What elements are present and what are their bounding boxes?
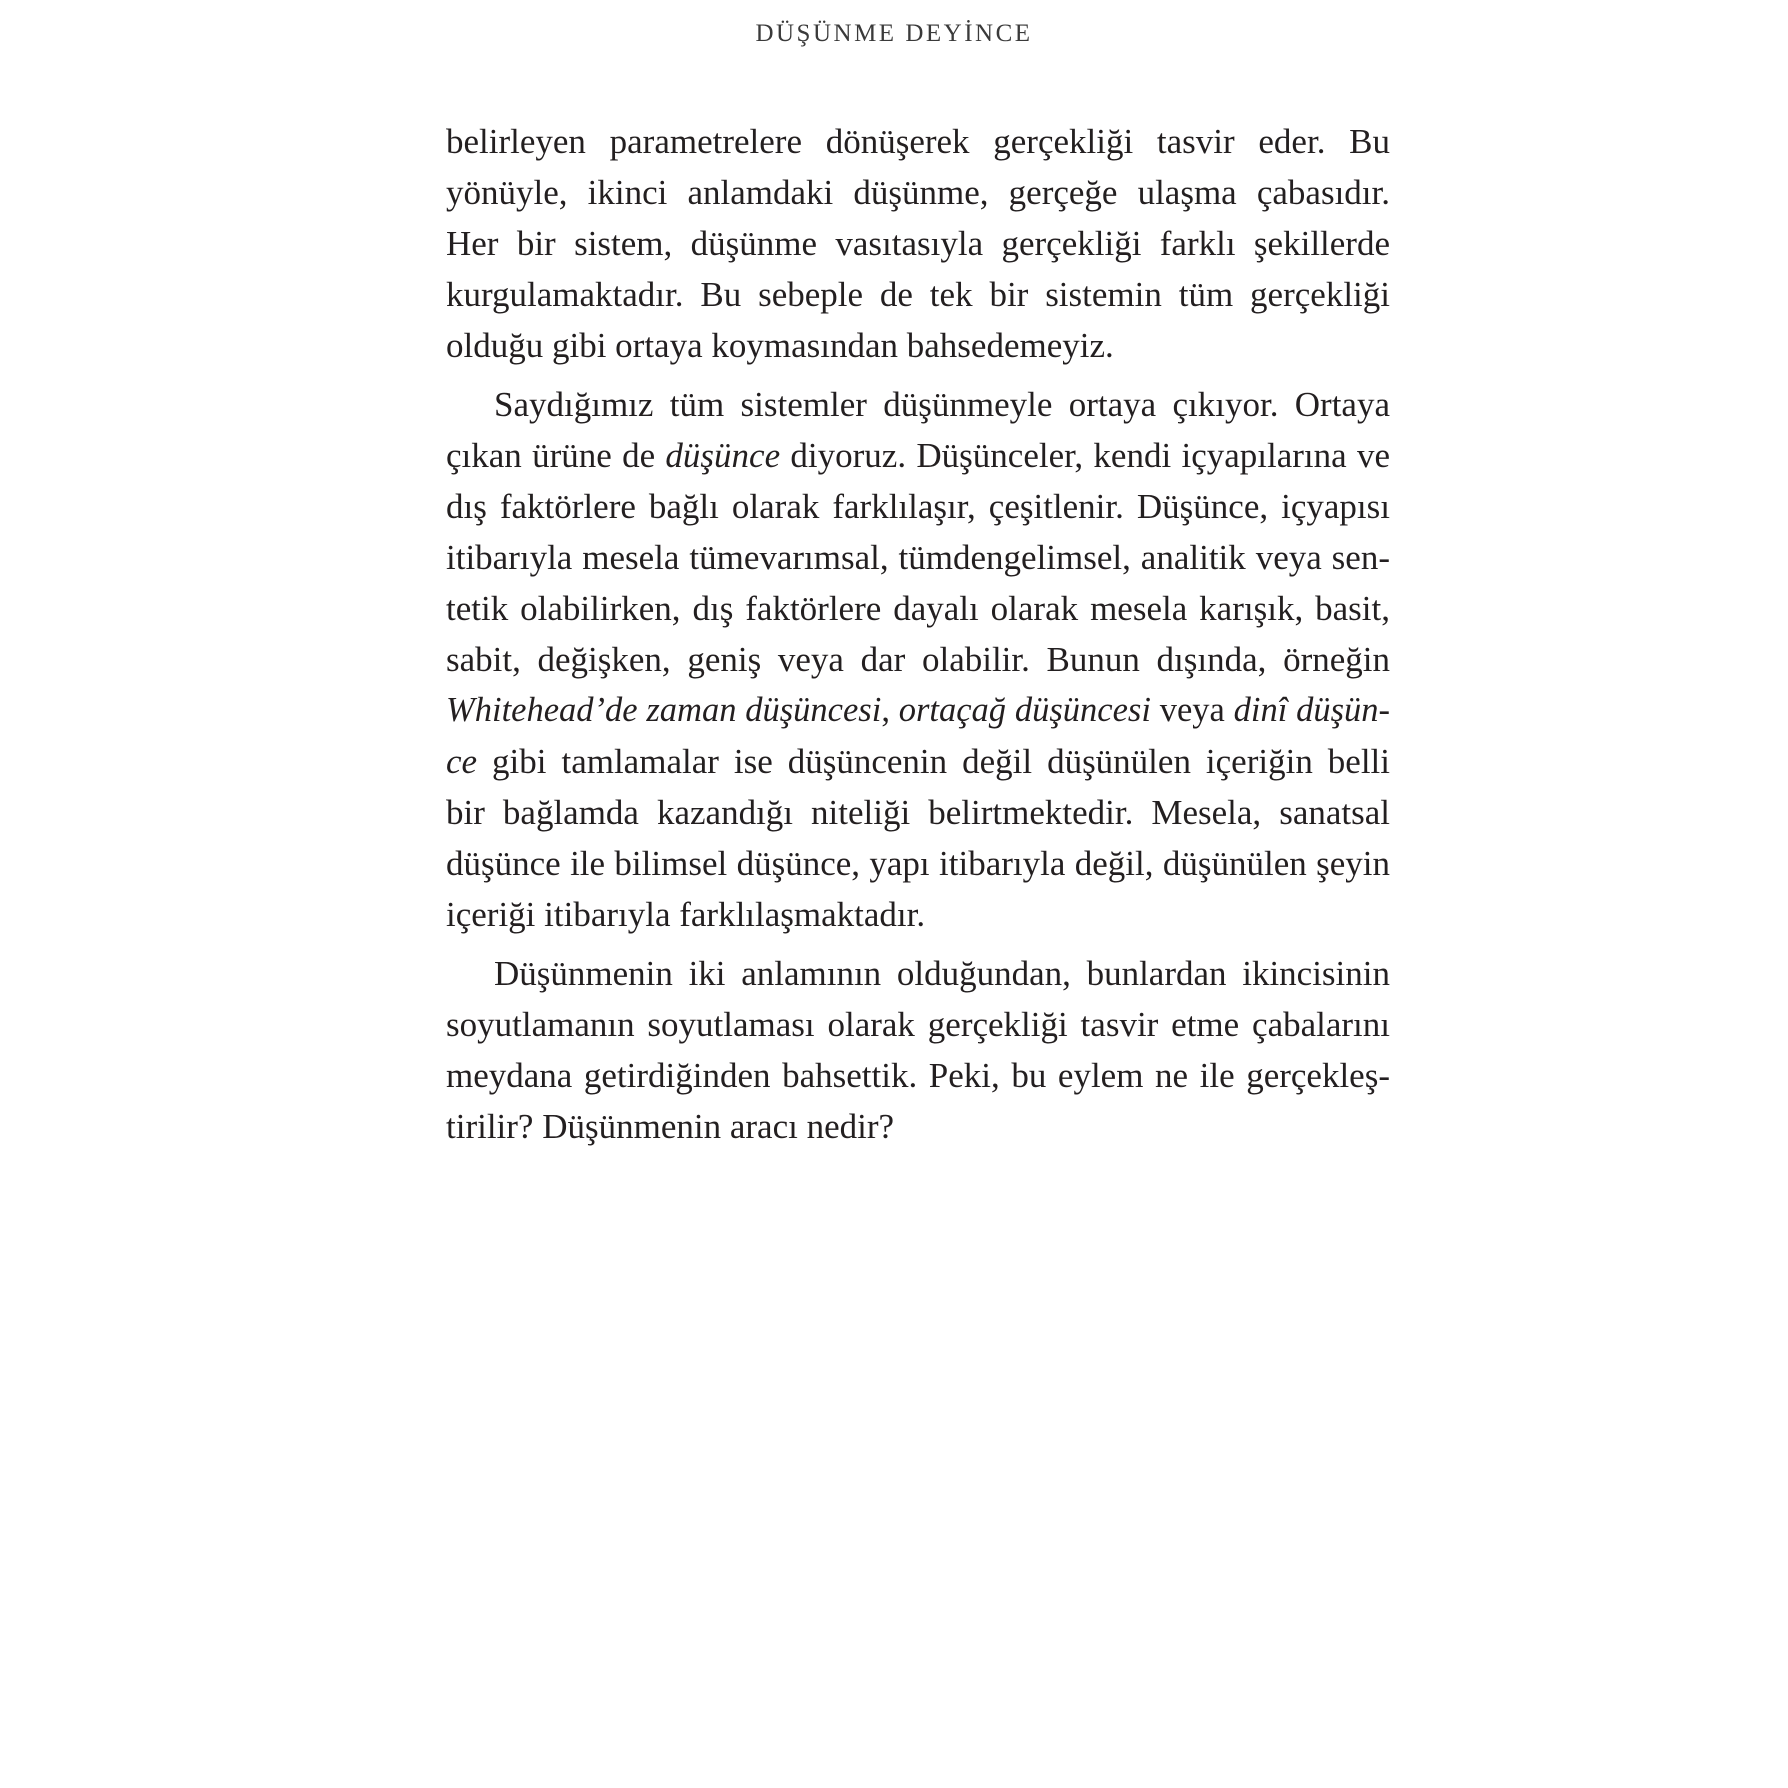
text-line [446, 430, 1390, 481]
text-line [446, 685, 1390, 736]
text-run: diyoruz. Düşünceler, kendi içyapılarına ve [780, 436, 1390, 475]
body-text [446, 116, 1390, 1152]
text-line: soyutlamanın soyutlaması olarak gerçekliği tasvir etme çabalarını [446, 1005, 1390, 1044]
text-line: belirleyen parametrelere dönüşerek gerçekliği tasvir eder. Bu [446, 122, 1390, 161]
paragraph-1 [446, 116, 1390, 371]
text-line: içeriği itibarıyla farklılaşmaktadır. [446, 895, 926, 934]
text-line [446, 736, 1390, 787]
running-header: DÜŞÜNME DEYİNCE [755, 20, 1033, 47]
text-run: , [881, 691, 899, 729]
text-line: dış faktörlere bağlı olarak farklılaşır, çeşitlenir. Düşünce, içyapısı [446, 487, 1390, 526]
text-line: düşünce ile bilimsel düşünce, yapı itibarıyla değil, düşünülen şeyin [446, 844, 1390, 883]
text-line: sabit, değişken, geniş veya dar olabilir. Bunun dışında, örneğin [446, 640, 1390, 679]
paragraph-2 [446, 379, 1390, 940]
text-line: Her bir sistem, düşünme vasıtasıyla gerçekliği farklı şekillerde [446, 224, 1390, 263]
text-line: tirilir? Düşünmenin aracı nedir? [446, 1107, 895, 1146]
text-line: yönüyle, ikinci anlamdaki düşünme, gerçeğe ulaşma çabasıdır. [446, 173, 1390, 212]
italic-term: Whitehead’de zaman düşüncesi [446, 691, 882, 729]
italic-term: ortaçağ düşüncesi [898, 691, 1151, 729]
text-line: itibarıyla mesela tümevarımsal, tümdengelimsel, analitik veya sen- [446, 538, 1390, 577]
italic-term: ce [446, 742, 478, 781]
italic-term: düşünce [665, 436, 781, 475]
text-run: gibi tamlamalar ise düşüncenin değil düşünülen içeriğin belli [477, 742, 1390, 781]
text-line: Düşünmenin iki anlamının olduğundan, bunlardan ikincisinin [494, 954, 1390, 993]
text-line: tetik olabilirken, dış faktörlere dayalı olarak mesela karışık, basit, [446, 589, 1390, 628]
text-run: çıkan ürüne de [446, 436, 666, 475]
text-line: bir bağlamda kazandığı niteliği belirtmektedir. Mesela, sanatsal [446, 793, 1390, 832]
text-line: kurgulamaktadır. Bu sebeple de tek bir sistemin tüm gerçekliği [446, 275, 1390, 314]
paragraph-3 [446, 948, 1390, 1152]
text-line: meydana getirdiğinden bahsettik. Peki, bu eylem ne ile gerçekleş- [446, 1056, 1390, 1095]
text-line: Saydığımız tüm sistemler düşünmeyle ortaya çıkıyor. Ortaya [494, 385, 1390, 424]
text-line: olduğu gibi ortaya koymasından bahsedemeyiz. [446, 326, 1114, 365]
italic-term: dinî düşün- [1233, 691, 1390, 729]
text-run: veya [1150, 691, 1234, 729]
